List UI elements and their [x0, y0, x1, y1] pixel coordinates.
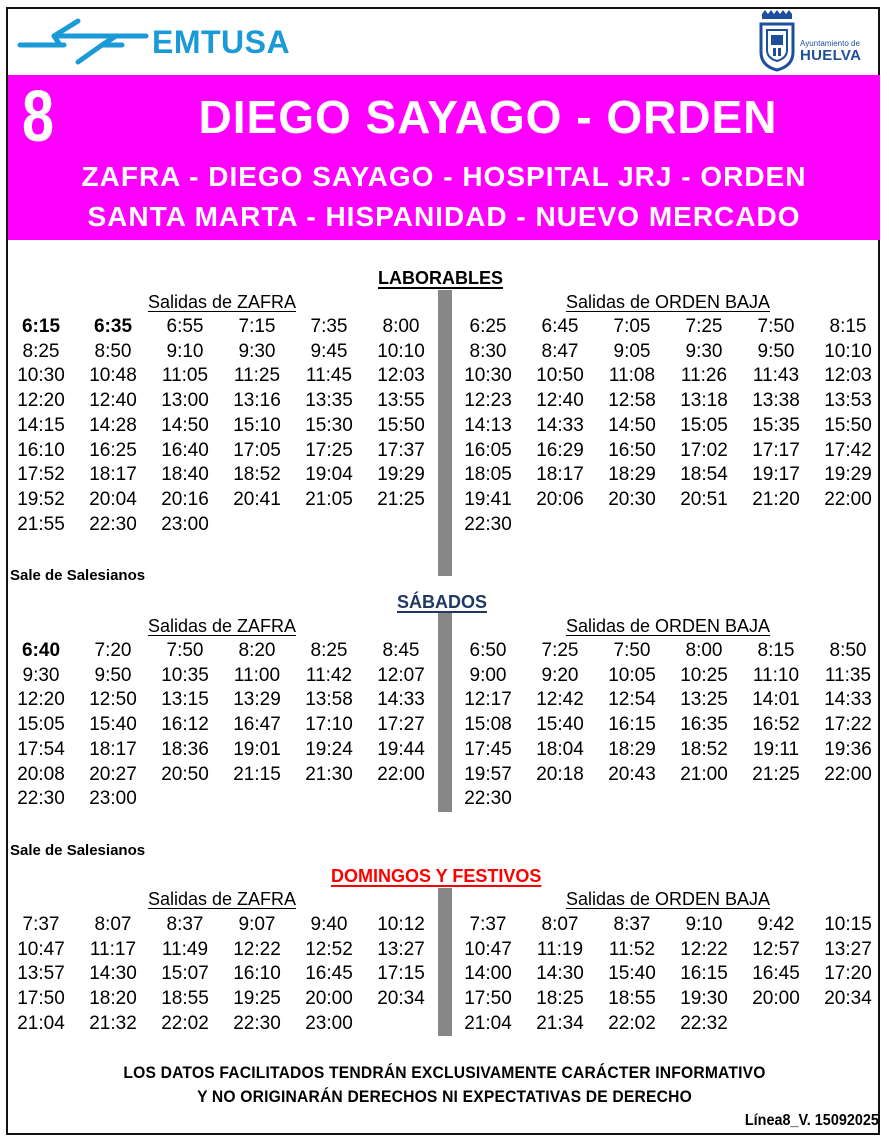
- departure-time: 16:10: [233, 963, 281, 985]
- departure-time: 7:50: [166, 640, 204, 661]
- departure-time: 15:30: [305, 414, 353, 436]
- departure-time: 16:45: [752, 963, 800, 985]
- departure-time: 22:00: [824, 763, 872, 785]
- departure-time: 13:25: [680, 689, 728, 711]
- departure-time: 8:15: [757, 640, 795, 661]
- departure-time: 22:30: [464, 513, 512, 535]
- departure-time: 14:01: [752, 689, 800, 711]
- departure-time: 9:20: [541, 664, 579, 686]
- departure-time: 14:33: [377, 689, 425, 711]
- departure-time: 13:15: [161, 689, 209, 711]
- departure-time: 18:04: [536, 738, 584, 760]
- departure-time: 12:54: [608, 689, 656, 711]
- departure-time: 19:25: [233, 988, 281, 1010]
- departure-time: 19:52: [17, 488, 65, 510]
- departure-time: 12:20: [17, 390, 65, 412]
- departure-time: 7:35: [310, 316, 348, 337]
- departure-time: 10:12: [377, 914, 425, 935]
- header-departures-zafra: Salidas de ZAFRA: [147, 889, 297, 909]
- departure-time: 15:05: [680, 414, 728, 436]
- departure-time: 7:05: [613, 316, 651, 337]
- departure-time: 8:07: [94, 914, 132, 935]
- departure-time: 11:17: [89, 938, 137, 960]
- departure-time: 17:45: [464, 738, 512, 760]
- departure-time: 9:50: [757, 340, 795, 362]
- departure-time: 7:50: [613, 640, 651, 661]
- departure-time: 21:25: [752, 763, 800, 785]
- departure-time: 15:50: [824, 414, 872, 436]
- departure-time: 17:02: [680, 439, 728, 461]
- departure-time: 18:52: [233, 464, 281, 486]
- departure-time: 19:29: [824, 464, 872, 486]
- departure-time: 22:02: [161, 1012, 209, 1034]
- departure-time: 13:29: [233, 689, 281, 711]
- departure-time: 11:05: [161, 365, 209, 387]
- route-number: 8: [22, 77, 55, 157]
- departure-time: 20:30: [608, 488, 656, 510]
- departure-time: 13:58: [305, 689, 353, 711]
- departure-time: 14:15: [17, 414, 65, 436]
- departure-time: 10:05: [608, 664, 656, 686]
- departure-time: 11:00: [233, 664, 281, 686]
- departure-time: 9:40: [310, 914, 348, 935]
- departure-time: 9:30: [685, 340, 723, 362]
- departure-time: 6:45: [541, 316, 579, 337]
- departure-time: 15:10: [233, 414, 281, 436]
- header-departures-orden-baja: Salidas de ORDEN BAJA: [565, 889, 771, 909]
- route-name: DIEGO SAYAGO - ORDEN: [198, 91, 778, 143]
- departure-time: 8:30: [469, 340, 507, 362]
- departure-time: 7:50: [757, 316, 795, 337]
- departure-time: 13:27: [377, 938, 425, 960]
- departure-time: 7:20: [94, 640, 132, 661]
- section-title-sabados: SÁBADOS: [397, 592, 488, 612]
- departure-time: 23:00: [161, 513, 209, 535]
- departure-time: 8:20: [238, 640, 276, 661]
- departure-time: 23:00: [305, 1012, 353, 1034]
- departure-time: 21:04: [17, 1012, 65, 1034]
- departure-time: 17:10: [305, 714, 353, 736]
- departure-time: 12:07: [377, 664, 425, 686]
- departure-time: 19:17: [752, 464, 800, 486]
- departure-time: 22:30: [89, 513, 137, 535]
- departure-time: 21:04: [464, 1012, 512, 1034]
- departure-time: 9:50: [94, 664, 132, 686]
- departure-time: 15:40: [536, 714, 584, 736]
- departure-time: 9:05: [613, 340, 651, 362]
- departure-time: 9:00: [469, 664, 507, 686]
- departure-time: 14:30: [536, 963, 584, 985]
- departure-time: 15:05: [17, 714, 65, 736]
- departure-time: 11:42: [305, 664, 353, 686]
- departure-time: 17:15: [377, 963, 425, 985]
- departure-time: 11:45: [305, 365, 353, 387]
- departure-time: 12:40: [536, 390, 584, 412]
- departure-time: 19:30: [680, 988, 728, 1010]
- departure-time: 10:15: [824, 914, 872, 935]
- departure-time: 20:50: [161, 763, 209, 785]
- departure-time: 15:50: [377, 414, 425, 436]
- departure-time: 14:50: [161, 414, 209, 436]
- departure-time: 21:20: [752, 488, 800, 510]
- header-departures-zafra: Salidas de ZAFRA: [147, 616, 297, 636]
- departure-time: 6:50: [469, 640, 507, 661]
- departure-time: 12:42: [536, 689, 584, 711]
- departure-time: 9:10: [685, 914, 723, 935]
- departure-time: 12:17: [464, 689, 512, 711]
- municipality-prefix: Ayuntamiento de: [800, 39, 860, 48]
- departure-time: 19:57: [464, 763, 512, 785]
- departure-time: 18:25: [536, 988, 584, 1010]
- departure-time: 10:25: [680, 664, 728, 686]
- departure-time: 14:50: [608, 414, 656, 436]
- departure-time: 16:15: [680, 963, 728, 985]
- departure-time: 20:41: [233, 488, 281, 510]
- departure-time: 17:20: [824, 963, 872, 985]
- departure-time: 8:45: [382, 640, 420, 661]
- huelva-logo: [756, 10, 881, 72]
- departure-time: 21:00: [680, 763, 728, 785]
- departure-time: 11:49: [161, 938, 209, 960]
- departure-time: 9:10: [166, 340, 204, 362]
- departure-time: 8:50: [829, 640, 867, 661]
- departure-time: 12:58: [608, 390, 656, 412]
- departure-time: 17:37: [377, 439, 425, 461]
- route-stops-line-1: ZAFRA - DIEGO SAYAGO - HOSPITAL JRJ - ORDEN: [81, 161, 807, 192]
- departure-time: 20:06: [536, 488, 584, 510]
- departure-time: 7:37: [469, 914, 507, 935]
- departure-time: 8:15: [829, 316, 867, 337]
- departure-time: 11:25: [233, 365, 281, 387]
- departure-time: 9:30: [238, 340, 276, 362]
- departure-time: 6:35: [93, 316, 133, 337]
- departure-time: 16:25: [89, 439, 137, 461]
- departure-time: 15:40: [89, 714, 137, 736]
- departure-time: 11:19: [536, 938, 584, 960]
- departure-time: 15:40: [608, 963, 656, 985]
- departure-time: 14:00: [464, 963, 512, 985]
- departure-time: 18:17: [536, 464, 584, 486]
- departure-time: 22:00: [824, 488, 872, 510]
- departure-time: 20:08: [17, 763, 65, 785]
- departure-time: 13:27: [824, 938, 872, 960]
- departure-time: 13:57: [17, 963, 65, 985]
- departure-time: 12:23: [464, 390, 512, 412]
- departure-time: 21:34: [536, 1012, 584, 1034]
- departure-time: 13:18: [680, 390, 728, 412]
- departure-time: 11:52: [608, 938, 656, 960]
- departure-time: 17:54: [17, 738, 65, 760]
- departure-time: 16:05: [464, 439, 512, 461]
- departure-time: 15:35: [752, 414, 800, 436]
- departure-time: 16:12: [161, 714, 209, 736]
- departure-time: 12:03: [824, 365, 872, 387]
- departure-time: 17:27: [377, 714, 425, 736]
- departure-time: 18:54: [680, 464, 728, 486]
- departure-time: 20:27: [89, 763, 137, 785]
- departure-time: 20:34: [824, 988, 872, 1010]
- departure-time: 20:18: [536, 763, 584, 785]
- departure-time: 8:37: [166, 914, 204, 935]
- departure-time: 11:26: [680, 365, 728, 387]
- departure-time: 16:50: [608, 439, 656, 461]
- departure-time: 21:25: [377, 488, 425, 510]
- departure-time: 19:04: [305, 464, 353, 486]
- departure-time: 11:43: [752, 365, 800, 387]
- departure-time: 10:47: [17, 938, 65, 960]
- disclaimer-line-2: Y NO ORIGINARÁN DERECHOS NI EXPECTATIVAS DE DERECHO: [197, 1087, 692, 1106]
- departure-time: 22:02: [608, 1012, 656, 1034]
- departure-time: 18:40: [161, 464, 209, 486]
- header-departures-orden-baja: Salidas de ORDEN BAJA: [565, 616, 771, 636]
- emtusa-arrows-icon: [16, 18, 150, 68]
- departure-time: 22:30: [233, 1012, 281, 1034]
- departure-time: 14:13: [464, 414, 512, 436]
- coat-of-arms-icon: [756, 10, 798, 72]
- departure-time: 12:57: [752, 938, 800, 960]
- departure-time: 11:10: [752, 664, 800, 686]
- departure-time: 18:29: [608, 738, 656, 760]
- departure-time: 18:05: [464, 464, 512, 486]
- departure-time: 6:15: [21, 316, 61, 337]
- departure-time: 10:47: [464, 938, 512, 960]
- column-separator: [438, 612, 452, 812]
- departure-time: 9:45: [310, 340, 348, 362]
- departure-time: 11:08: [608, 365, 656, 387]
- departure-time: 14:28: [89, 414, 137, 436]
- departure-time: 18:20: [89, 988, 137, 1010]
- departure-time: 10:30: [464, 365, 512, 387]
- departure-time: 8:50: [94, 340, 132, 362]
- departure-time: 18:17: [89, 464, 137, 486]
- departure-time: 14:30: [89, 963, 137, 985]
- departure-time: 10:50: [536, 365, 584, 387]
- departure-time: 20:00: [305, 988, 353, 1010]
- departure-time: 14:33: [824, 689, 872, 711]
- departure-time: 10:30: [17, 365, 65, 387]
- note-salesianos: Sale de Salesianos: [10, 567, 146, 584]
- departure-time: 22:00: [377, 763, 425, 785]
- departure-time: 12:22: [680, 938, 728, 960]
- departure-time: 17:22: [824, 714, 872, 736]
- departure-time: 20:16: [161, 488, 209, 510]
- departure-time: 7:15: [238, 316, 276, 337]
- departure-time: 16:52: [752, 714, 800, 736]
- departure-time: 16:47: [233, 714, 281, 736]
- departure-time: 10:35: [161, 664, 209, 686]
- departure-time: 16:40: [161, 439, 209, 461]
- departure-time: 13:16: [233, 390, 281, 412]
- departure-time: 17:17: [752, 439, 800, 461]
- departure-time: 8:00: [382, 316, 420, 337]
- departure-time: 19:36: [824, 738, 872, 760]
- departure-time: 10:10: [824, 340, 872, 362]
- departure-time: 21:15: [233, 763, 281, 785]
- municipality-name: HUELVA: [800, 47, 862, 64]
- departure-time: 19:01: [233, 738, 281, 760]
- departure-time: 8:00: [685, 640, 723, 661]
- departure-time: 16:29: [536, 439, 584, 461]
- departure-time: 19:41: [464, 488, 512, 510]
- route-stops-line-2: SANTA MARTA - HISPANIDAD - NUEVO MERCADO: [87, 201, 801, 232]
- departure-time: 17:52: [17, 464, 65, 486]
- departure-time: 22:30: [464, 788, 512, 810]
- departure-time: 16:35: [680, 714, 728, 736]
- departure-time: 10:48: [89, 365, 137, 387]
- departure-time: 21:30: [305, 763, 353, 785]
- departure-time: 19:11: [752, 738, 800, 760]
- departure-time: 8:25: [22, 340, 60, 362]
- departure-time: 18:29: [608, 464, 656, 486]
- route-banner: [8, 75, 880, 240]
- departure-time: 8:47: [541, 340, 579, 362]
- departure-time: 12:50: [89, 689, 137, 711]
- departure-time: 12:22: [233, 938, 281, 960]
- departure-time: 12:20: [17, 689, 65, 711]
- emtusa-logo: [16, 18, 356, 68]
- departure-time: 18:55: [161, 988, 209, 1010]
- departure-time: 20:51: [680, 488, 728, 510]
- departure-time: 20:00: [752, 988, 800, 1010]
- departure-time: 19:24: [305, 738, 353, 760]
- departure-time: 15:08: [464, 714, 512, 736]
- departure-time: 20:34: [377, 988, 425, 1010]
- departure-time: 23:00: [89, 788, 137, 810]
- departure-time: 9:30: [22, 664, 60, 686]
- section-title-domingos-festivos: DOMINGOS Y FESTIVOS: [331, 866, 542, 886]
- header-departures-zafra: Salidas de ZAFRA: [147, 292, 297, 312]
- column-separator: [438, 888, 452, 1036]
- departure-time: 20:43: [608, 763, 656, 785]
- departure-time: 7:25: [685, 316, 723, 337]
- departure-time: 13:53: [824, 390, 872, 412]
- departure-time: 8:07: [541, 914, 579, 935]
- departure-time: 21:05: [305, 488, 353, 510]
- header-departures-orden-baja: Salidas de ORDEN BAJA: [565, 292, 771, 312]
- version-label: Línea8_V. 15092025: [745, 1112, 879, 1129]
- departure-time: 16:10: [17, 439, 65, 461]
- departure-time: 13:38: [752, 390, 800, 412]
- departure-time: 17:05: [233, 439, 281, 461]
- column-separator: [438, 290, 452, 576]
- departure-time: 12:52: [305, 938, 353, 960]
- departure-time: 8:37: [613, 914, 651, 935]
- departure-time: 10:10: [377, 340, 425, 362]
- departure-time: 12:40: [89, 390, 137, 412]
- departure-time: 18:55: [608, 988, 656, 1010]
- departure-time: 17:50: [17, 988, 65, 1010]
- departure-time: 21:55: [17, 513, 65, 535]
- departure-time: 6:25: [469, 316, 507, 337]
- departure-time: 18:36: [161, 738, 209, 760]
- departure-time: 15:07: [161, 963, 209, 985]
- departure-time: 9:42: [757, 914, 795, 935]
- disclaimer-line-1: LOS DATOS FACILITADOS TENDRÁN EXCLUSIVAMENTE CARÁCTER INFORMATIVO: [123, 1063, 766, 1082]
- departure-time: 13:55: [377, 390, 425, 412]
- departure-time: 18:52: [680, 738, 728, 760]
- departure-time: 21:32: [89, 1012, 137, 1034]
- departure-time: 9:07: [238, 914, 276, 935]
- departure-time: 17:25: [305, 439, 353, 461]
- departure-time: 6:40: [21, 640, 61, 661]
- departure-time: 17:42: [824, 439, 872, 461]
- departure-time: 18:17: [89, 738, 137, 760]
- departure-time: 13:00: [161, 390, 209, 412]
- departure-time: 13:35: [305, 390, 353, 412]
- departure-time: 6:55: [166, 316, 204, 337]
- departure-time: 19:29: [377, 464, 425, 486]
- departure-time: 20:04: [89, 488, 137, 510]
- operator-name: EMTUSA: [152, 24, 291, 60]
- departure-time: 7:37: [22, 914, 60, 935]
- departure-time: 7:25: [541, 640, 579, 661]
- departure-time: 11:35: [824, 664, 872, 686]
- departure-time: 19:44: [377, 738, 425, 760]
- departure-time: 22:32: [680, 1012, 728, 1034]
- departure-time: 16:15: [608, 714, 656, 736]
- section-title-laborables: LABORABLES: [378, 268, 503, 288]
- departure-time: 12:03: [377, 365, 425, 387]
- departure-time: 22:30: [17, 788, 65, 810]
- departure-time: 16:45: [305, 963, 353, 985]
- departure-time: 8:25: [310, 640, 348, 661]
- departure-time: 14:33: [536, 414, 584, 436]
- note-salesianos: Sale de Salesianos: [10, 842, 146, 859]
- departure-time: 17:50: [464, 988, 512, 1010]
